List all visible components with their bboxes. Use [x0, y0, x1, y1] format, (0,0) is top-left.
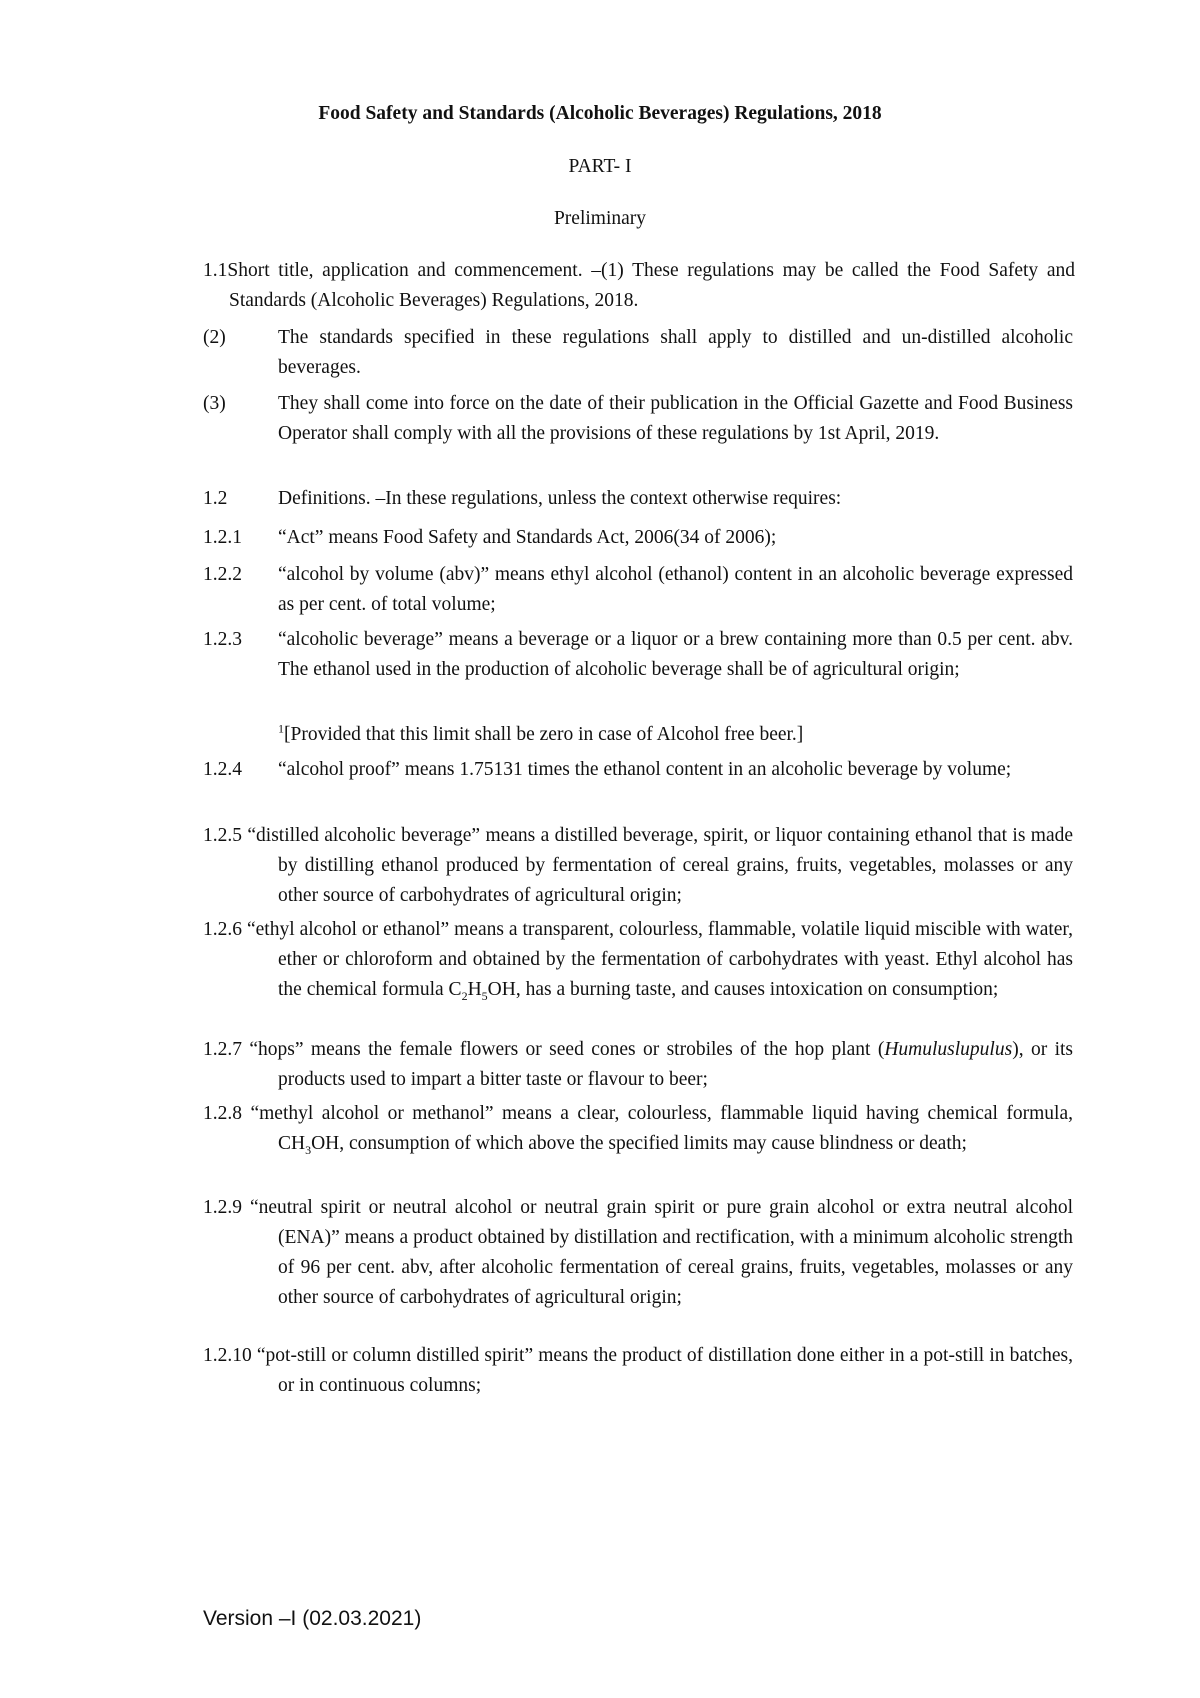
footnote-marker: 1	[278, 721, 284, 736]
subscript: 2	[461, 988, 468, 1003]
section-text: (1) These regulations may be called the Food Safety and Standards (Alcoholic Beverages) Regulations, 2018.	[229, 260, 1075, 311]
definition-number: 1.2.3	[203, 629, 242, 650]
subsection-2	[203, 323, 1073, 383]
section-1-1	[203, 256, 1075, 316]
section-1-2	[203, 484, 1073, 514]
definition-number: 1.2.10	[203, 1345, 252, 1366]
section-heading: Short title, application and commencement. –	[227, 260, 602, 281]
subsection-3	[203, 389, 1073, 449]
definition-text: ), or its products used to impart a bitter taste or flavour to beer;	[278, 1039, 1073, 1090]
definition-text: H	[467, 979, 482, 1000]
subscript: 3	[305, 1142, 312, 1157]
subsection-number: (3)	[203, 393, 226, 414]
definition-number: 1.2.5	[203, 825, 242, 846]
definition-text: “hops” means the female flowers or seed cones or strobiles of the hop plant (	[249, 1039, 885, 1060]
definition-1-2-1	[203, 523, 1073, 553]
subscript: 5	[481, 988, 488, 1003]
definition-number: 1.2.1	[203, 527, 242, 548]
definition-1-2-3	[203, 625, 1073, 685]
definition-1-2-5	[203, 821, 1073, 911]
section-text: Definitions. –In these regulations, unless the context otherwise requires:	[278, 488, 842, 509]
part-heading: PART- I	[568, 156, 632, 177]
section-number: 1.1	[203, 260, 228, 281]
proviso	[203, 720, 1073, 750]
definition-1-2-4	[203, 755, 1073, 785]
subsection-text: The standards specified in these regulations shall apply to distilled and un-distilled alcoholic beverages.	[278, 327, 1073, 378]
definition-number: 1.2.9	[203, 1197, 242, 1218]
scientific-name: Humuluslupulus	[884, 1039, 1013, 1060]
definition-text: “neutral spirit or neutral alcohol or neutral grain spirit or pure grain alcohol or extra neutral alcohol (ENA)” means a product obtained by distillation and rectification, with a minimum alcoholic strength of 96 per cent. abv, after alcoholic fermentation of cereal grains, fruits, vegetables, molasses or any other source of carbohydrates of agricultural origin;	[249, 1197, 1074, 1308]
definition-1-2-2	[203, 560, 1073, 620]
definition-text: OH, has a burning taste, and causes intoxication on consumption;	[487, 979, 999, 1000]
definition-text: “alcohol proof” means 1.75131 times the ethanol content in an alcoholic beverage by volume;	[278, 759, 1012, 780]
definition-text: “methyl alcohol or methanol” means a clear, colourless, flammable liquid having chemical formula, CH	[250, 1103, 1073, 1154]
definition-text: “distilled alcoholic beverage” means a distilled beverage, spirit, or liquor containing ethanol that is made by distilling ethanol produced by fermentation of cereal grains, fruits, vegetables, molasses or any other source of carbohydrates of agricultural origin;	[247, 825, 1074, 906]
definition-1-2-9	[203, 1193, 1073, 1313]
definition-text: “alcohol by volume (abv)” means ethyl alcohol (ethanol) content in an alcoholic beverage expressed as per cent. of total volume;	[278, 564, 1073, 615]
definition-number: 1.2.6	[203, 919, 242, 940]
definition-1-2-7	[203, 1035, 1073, 1095]
proviso-text: [Provided that this limit shall be zero in case of Alcohol free beer.]	[284, 724, 804, 745]
definition-1-2-10	[203, 1341, 1073, 1401]
definition-text: “pot-still or column distilled spirit” means the product of distillation done either in a pot-still in batches, or in continuous columns;	[256, 1345, 1074, 1396]
definition-number: 1.2.4	[203, 759, 242, 780]
definition-1-2-8	[203, 1099, 1073, 1159]
definition-text: “Act” means Food Safety and Standards Act, 2006(34 of 2006);	[278, 527, 777, 548]
definition-text: “alcoholic beverage” means a beverage or a liquor or a brew containing more than 0.5 per cent. abv. The ethanol used in the production of alcoholic beverage shall be of agricultural origin;	[278, 629, 1073, 680]
chapter-heading: Preliminary	[553, 208, 647, 229]
definition-text: “ethyl alcohol or ethanol” means a transparent, colourless, flammable, volatile liquid miscible with water, ether or chloroform and obtained by the fermentation of carbohydrates with yeast. Ethyl alcohol has the chemical formula C	[246, 919, 1074, 1000]
subsection-number: (2)	[203, 327, 226, 348]
definition-1-2-6	[203, 915, 1073, 1005]
definition-number: 1.2.7	[203, 1039, 242, 1060]
definition-text: OH, consumption of which above the specified limits may cause blindness or death;	[311, 1133, 967, 1154]
definition-number: 1.2.8	[203, 1103, 242, 1124]
subsection-text: They shall come into force on the date of their publication in the Official Gazette and Food Business Operator shall comply with all the provisions of these regulations by 1st April, 2019.	[278, 393, 1073, 444]
document-title: Food Safety and Standards (Alcoholic Beverages) Regulations, 2018	[318, 103, 882, 124]
section-number: 1.2	[203, 488, 228, 509]
definition-number: 1.2.2	[203, 564, 242, 585]
version-footer: Version –I (02.03.2021)	[203, 1607, 422, 1630]
